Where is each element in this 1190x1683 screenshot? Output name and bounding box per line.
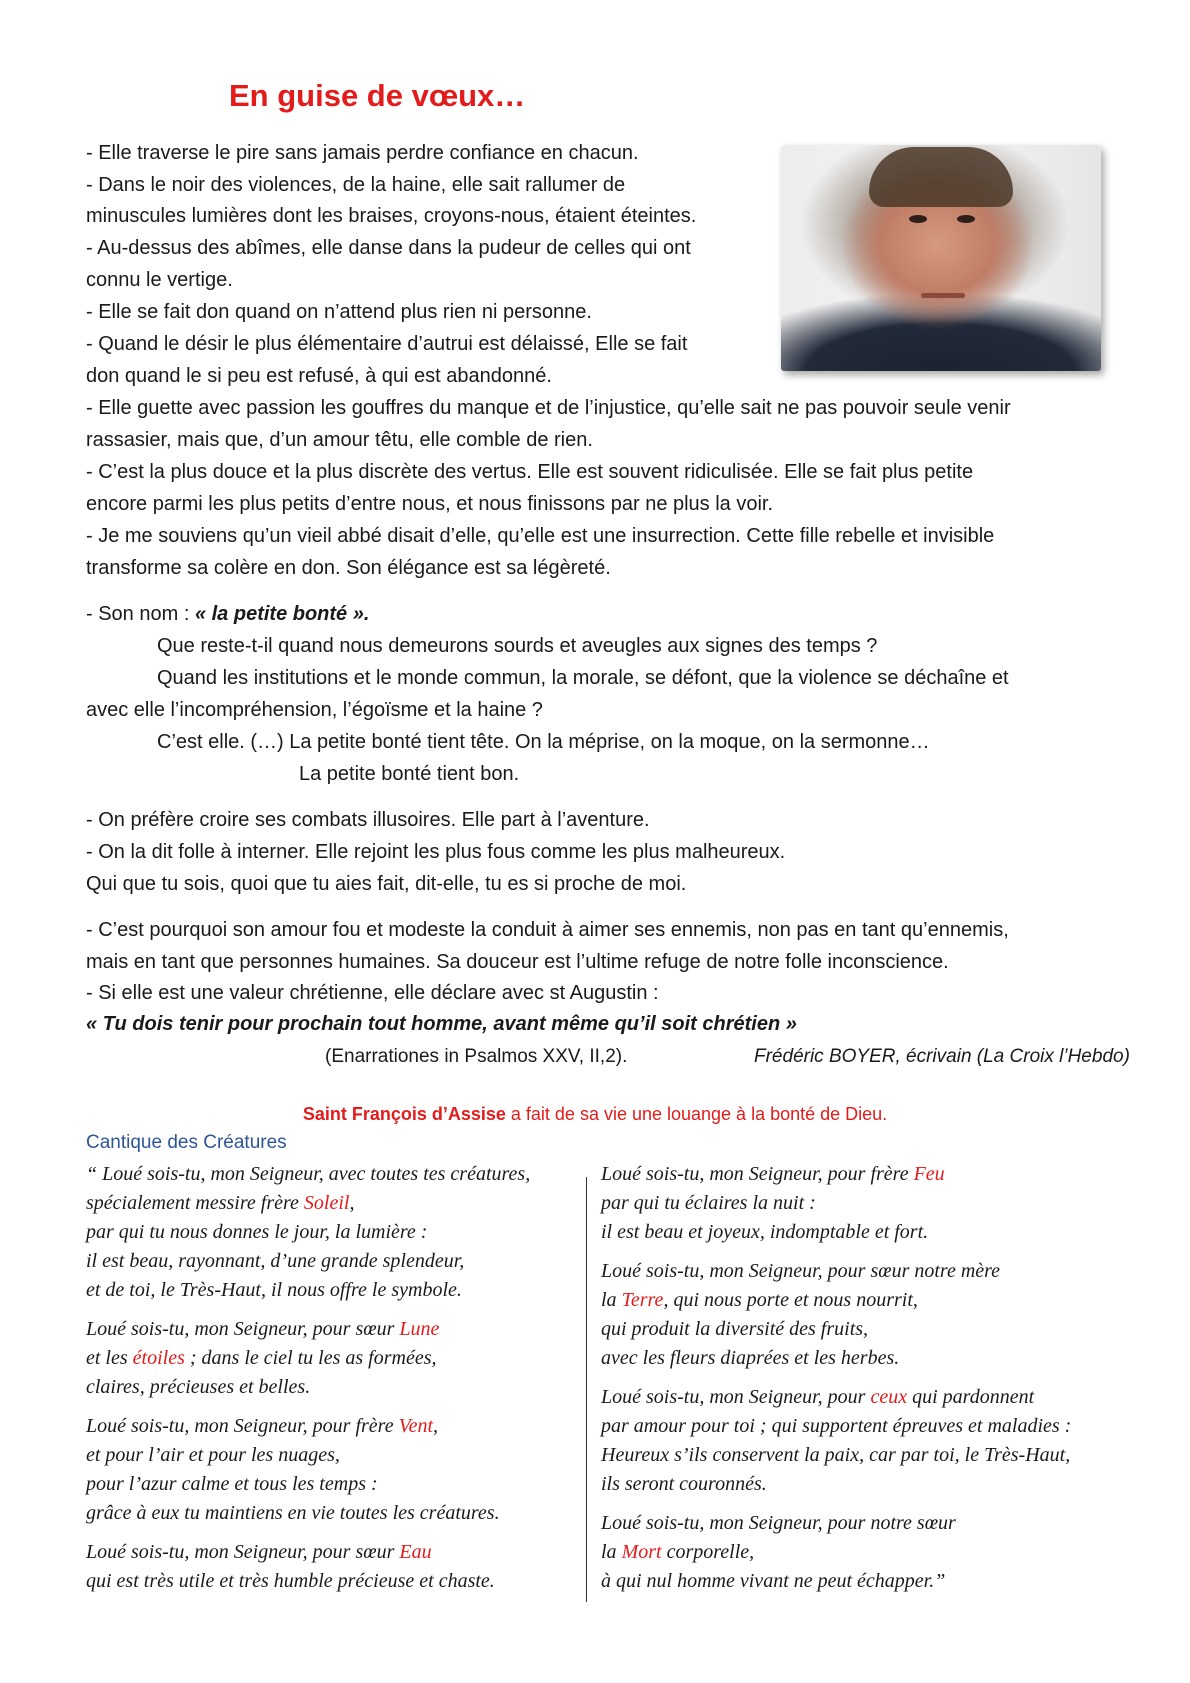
- poem-line: par qui tu nous donnes le jour, la lumière :: [86, 1221, 428, 1243]
- poem-line: et les étoiles ; dans le ciel tu les as formées,: [86, 1347, 437, 1369]
- text-line: - Quand le désir le plus élémentaire d’autrui est délaissé, Elle se fait: [86, 333, 688, 355]
- text-line: - On la dit folle à interner. Elle rejoint les plus fous comme les plus malheureux.: [86, 841, 786, 863]
- poem-line: qui est très utile et très humble précieuse et chaste.: [86, 1570, 495, 1592]
- poem-line: qui produit la diversité des fruits,: [601, 1318, 869, 1340]
- highlight-soleil: Soleil: [303, 1192, 350, 1214]
- highlight-vent: Vent: [398, 1415, 434, 1437]
- text-line: - C’est la plus douce et la plus discrète des vertus. Elle est souvent ridiculisée. Elle se fait plus petite: [86, 461, 974, 483]
- highlight-lune: Lune: [399, 1318, 440, 1340]
- poem-line: Loué sois-tu, mon Seigneur, pour ceux qui pardonnent: [601, 1386, 1035, 1408]
- text-line: minuscules lumières dont les braises, croyons-nous, étaient éteintes.: [86, 205, 697, 227]
- text-line: encore parmi les plus petits d’entre nous, et nous finissons par ne plus la voir.: [86, 493, 774, 515]
- poem-line: Loué sois-tu, mon Seigneur, pour notre sœur: [601, 1512, 956, 1534]
- article-author: Frédéric BOYER, écrivain (La Croix l’Hebdo): [754, 1046, 1130, 1067]
- francis-intro: [0, 1104, 1190, 1125]
- highlight-terre: Terre: [621, 1289, 664, 1311]
- poem-stanza: [601, 1383, 1071, 1499]
- photo-hair-shape: [869, 147, 1013, 207]
- photo-mouth: [921, 293, 965, 298]
- text-line: Que reste-t-il quand nous demeurons sourds et aveugles aux signes des temps ?: [157, 635, 878, 657]
- photo-right-eye: [957, 215, 975, 223]
- poem-line: par amour pour toi ; qui supportent épreuves et maladies :: [601, 1415, 1072, 1437]
- photo-left-eye: [909, 215, 927, 223]
- poem-line: grâce à eux tu maintiens en vie toutes les créatures.: [86, 1502, 500, 1524]
- text-line: mais en tant que personnes humaines. Sa douceur est l’ultime refuge de notre folle inconscience.: [86, 951, 949, 973]
- poem-stanza: [86, 1538, 530, 1596]
- poem-line: la Mort corporelle,: [601, 1541, 755, 1563]
- text-line: - Si elle est une valeur chrétienne, elle déclare avec st Augustin :: [86, 982, 659, 1004]
- poem-line: et pour l’air et pour les nuages,: [86, 1444, 340, 1466]
- poem-stanza: [86, 1315, 530, 1402]
- highlight-etoiles: étoiles: [132, 1347, 185, 1369]
- poem-line: spécialement messire frère Soleil,: [86, 1192, 355, 1214]
- text-line: - Je me souviens qu’un vieil abbé disait d’elle, qu’elle est une insurrection. Cette fille rebelle et invisible: [86, 525, 995, 547]
- poem-line: Loué sois-tu, mon Seigneur, pour frère Feu: [601, 1163, 945, 1185]
- poem-line: ils seront couronnés.: [601, 1473, 767, 1495]
- cantique-title: Cantique des Créatures: [86, 1132, 287, 1153]
- text-line: C’est elle. (…) La petite bonté tient tête. On la méprise, on la moque, on la sermonne…: [157, 731, 930, 753]
- poem-left-column: [86, 1160, 530, 1606]
- name-prefix: - Son nom :: [86, 603, 195, 625]
- highlight-mort: Mort: [621, 1541, 662, 1563]
- text-line: - Au-dessus des abîmes, elle danse dans la pudeur de celles qui ont: [86, 237, 691, 259]
- poem-stanza: [601, 1509, 1071, 1596]
- poem-line: à qui nul homme vivant ne peut échapper.”: [601, 1570, 946, 1592]
- text-line: - Elle se fait don quand on n’attend plus rien ni personne.: [86, 301, 592, 323]
- poem-line: par qui tu éclaires la nuit :: [601, 1192, 816, 1214]
- francis-rest: a fait de sa vie une louange à la bonté de Dieu.: [505, 1104, 888, 1124]
- poem-line: avec les fleurs diaprées et les herbes.: [601, 1347, 900, 1369]
- text-line: La petite bonté tient bon.: [299, 763, 520, 785]
- poem-stanza: [86, 1412, 530, 1528]
- poem-stanza: [86, 1160, 530, 1305]
- poem-line: il est beau et joyeux, indomptable et fort.: [601, 1221, 929, 1243]
- text-line: - On préfère croire ses combats illusoires. Elle part à l’aventure.: [86, 809, 650, 831]
- portrait-photo: [781, 145, 1101, 371]
- text-line: don quand le si peu est refusé, à qui est abandonné.: [86, 365, 552, 387]
- poem-line: “ Loué sois-tu, mon Seigneur, avec toutes tes créatures,: [86, 1163, 531, 1185]
- text-line: Quand les institutions et le monde commun, la morale, se défont, que la violence se déchaîne et: [157, 667, 1009, 689]
- augustine-quote: « Tu dois tenir pour prochain tout homme, avant même qu’il soit chrétien »: [86, 1013, 797, 1035]
- text-line: - Elle traverse le pire sans jamais perdre confiance en chacun.: [86, 142, 639, 164]
- text-line: avec elle l’incompréhension, l’égoïsme et la haine ?: [86, 699, 543, 721]
- poem-line: la Terre, qui nous porte et nous nourrit,: [601, 1289, 918, 1311]
- poem-right-column: [601, 1160, 1071, 1606]
- poem-line: il est beau, rayonnant, d’une grande splendeur,: [86, 1250, 465, 1272]
- quote-reference: (Enarrationes in Psalmos XXV, II,2).: [325, 1046, 628, 1067]
- highlight-eau: Eau: [399, 1541, 432, 1563]
- poem-line: pour l’azur calme et tous les temps :: [86, 1473, 378, 1495]
- poem-line: claires, précieuses et belles.: [86, 1376, 311, 1398]
- highlight-feu: Feu: [913, 1163, 945, 1185]
- name-line: [86, 603, 369, 626]
- text-line: - Dans le noir des violences, de la haine, elle sait rallumer de: [86, 174, 626, 196]
- poem-stanza: [601, 1160, 1071, 1247]
- text-line: - Elle guette avec passion les gouffres du manque et de l’injustice, qu’elle sait ne pas pouvoir seule venir: [86, 397, 1011, 419]
- virtue-name: « la petite bonté ».: [194, 603, 370, 625]
- poem-line: Loué sois-tu, mon Seigneur, pour sœur Lune: [86, 1318, 440, 1340]
- text-line: - C’est pourquoi son amour fou et modeste la conduit à aimer ses ennemis, non pas en tant qu’ennemis,: [86, 919, 1009, 941]
- poem-line: et de toi, le Très-Haut, il nous offre le symbole.: [86, 1279, 462, 1301]
- francis-name: Saint François d’Assise: [302, 1104, 506, 1124]
- page-title: En guise de vœux…: [229, 78, 526, 113]
- text-line: transforme sa colère en don. Son élégance est sa légèreté.: [86, 557, 611, 579]
- poem-line: Heureux s’ils conservent la paix, car par toi, le Très-Haut,: [601, 1444, 1071, 1466]
- poem-line: Loué sois-tu, mon Seigneur, pour frère Vent,: [86, 1415, 439, 1437]
- text-line: Qui que tu sois, quoi que tu aies fait, dit-elle, tu es si proche de moi.: [86, 873, 687, 895]
- poem-stanza: [601, 1257, 1071, 1373]
- poem-line: Loué sois-tu, mon Seigneur, pour sœur notre mère: [601, 1260, 1001, 1282]
- text-line: rassasier, mais que, d’un amour têtu, elle comble de rien.: [86, 429, 593, 451]
- text-line: connu le vertige.: [86, 269, 233, 291]
- poem-line: Loué sois-tu, mon Seigneur, pour sœur Eau: [86, 1541, 432, 1563]
- highlight-ceux: ceux: [870, 1386, 908, 1408]
- column-divider: [586, 1177, 587, 1602]
